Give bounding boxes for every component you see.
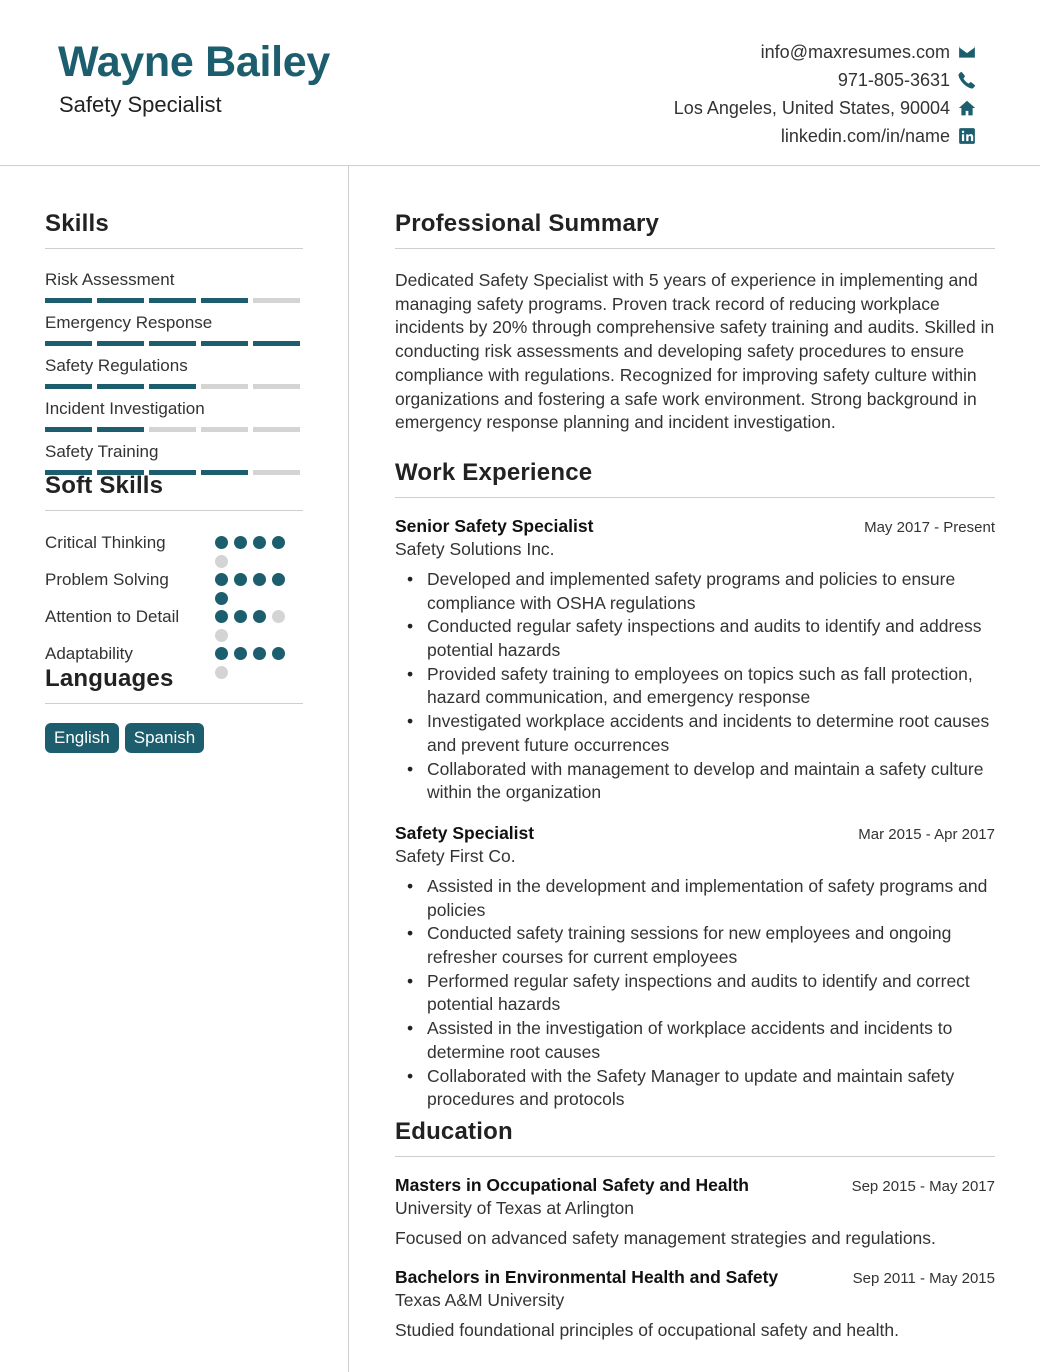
candidate-name: Wayne Bailey [58,38,331,86]
right-column [395,210,995,1341]
job-company: Safety Solutions Inc. [395,538,555,559]
home-icon [958,99,976,117]
job-header [395,823,995,844]
education-degree: Masters in Occupational Safety and Health [395,1174,749,1195]
job-dates: Mar 2015 - Apr 2017 [858,825,995,843]
education-header [395,1267,995,1288]
job-entry [395,823,995,1112]
contact-phone[interactable] [674,66,976,94]
contact-block [674,38,976,150]
job-bullets [395,568,995,805]
job-bullet: • Investigated workplace accidents and incidents to determine root causes and prevent future occurrences [427,710,995,757]
skill-name: Risk Assessment [45,270,175,289]
skill-level-segment [45,427,92,432]
linkedin-icon [958,127,976,145]
skill-level-segment [97,298,144,303]
soft-skill-item [45,605,303,642]
resume-header [0,0,1040,166]
rating-dot [215,573,228,586]
job-bullet: • Assisted in the development and implementation of safety programs and policies [427,875,995,922]
skills-heading: Skills [45,210,303,249]
experience-heading: Work Experience [395,459,995,498]
skill-level-segment [97,427,144,432]
skill-level-segment [253,341,300,346]
education-dates: Sep 2015 - May 2017 [851,1177,995,1195]
language-badge: English [45,723,119,753]
contact-address-text: Los Angeles, United States, 90004 [673,97,950,118]
education-dates: Sep 2011 - May 2015 [852,1269,995,1287]
job-bullets [395,875,995,1112]
contact-address [674,94,976,122]
soft-skill-rating [215,642,295,679]
job-title: Safety Specialist [395,822,535,843]
skill-item [45,355,303,398]
education-description: Focused on advanced safety management strategies and regulations. [395,1227,936,1248]
rating-dot [272,647,285,660]
rating-dot [272,610,285,623]
rating-dot [215,666,228,679]
skill-name: Safety Training [45,442,159,461]
skill-level-segment [149,341,196,346]
summary-text: Dedicated Safety Specialist with 5 years of experience in implementing and managing safety programs. Proven track record of reducing workplace incidents by 20% through comprehensive safety training and audits. Skilled in conducting risk assessments and developing safety procedures to ensure compliance with regulations. Recognized for improving safety culture within organizations and fostering a safe work environment. Strong background in emergency response planning and incident investigation. [395,270,995,433]
rating-dot [234,610,247,623]
languages-list [45,723,303,753]
contact-linkedin-text: linkedin.com/in/name [780,125,950,146]
job-bullet: • Performed regular safety inspections and audits to identify and correct potential hazards [427,970,995,1017]
education-heading: Education [395,1118,995,1157]
skill-level-segment [201,341,248,346]
job-header [395,516,995,537]
skill-item [45,312,303,355]
rating-dot [272,536,285,549]
skill-name: Emergency Response [45,313,213,332]
contact-email[interactable] [674,38,976,66]
skill-level-bar [45,341,303,346]
skill-level-segment [253,470,300,475]
job-bullet: • Collaborated with management to develop and maintain a safety culture within the organization [427,758,995,805]
job-bullet: • Conducted safety training sessions for new employees and ongoing refresher courses for current employees [427,922,995,969]
job-bullet: • Assisted in the investigation of workplace accidents and incidents to determine root causes [427,1017,995,1064]
soft-skill-name: Adaptability [45,644,133,663]
skills-list [45,269,303,484]
summary-heading: Professional Summary [395,210,995,249]
rating-dot [215,592,228,605]
skill-level-segment [97,384,144,389]
skill-level-segment [45,384,92,389]
contact-email-text: info@maxresumes.com [760,41,950,62]
rating-dot [253,647,266,660]
education-list [395,1175,995,1341]
skill-level-bar [45,384,303,389]
education-entry [395,1175,995,1249]
skill-name: Safety Regulations [45,356,188,375]
education-degree: Bachelors in Environmental Health and Safety [395,1266,779,1287]
rating-dot [215,647,228,660]
phone-icon [958,71,976,89]
skill-level-segment [149,298,196,303]
soft-skill-item [45,568,303,605]
skill-name: Incident Investigation [45,399,205,418]
contact-phone-text: 971-805-3631 [837,69,950,90]
soft-skill-item [45,531,303,568]
skill-level-segment [45,298,92,303]
education-header [395,1175,995,1196]
skill-level-segment [253,384,300,389]
rating-dot [272,573,285,586]
job-bullet: • Developed and implemented safety programs and policies to ensure compliance with OSHA regulations [427,568,995,615]
skill-level-segment [201,470,248,475]
job-bullet: • Provided safety training to employees on topics such as fall protection, hazard communication, and emergency response [427,663,995,710]
skill-level-segment [253,427,300,432]
soft-skill-name: Critical Thinking [45,533,166,552]
rating-dot [234,536,247,549]
skill-level-bar [45,298,303,303]
skill-level-segment [201,427,248,432]
candidate-role: Safety Specialist [59,92,222,117]
languages-heading: Languages [45,665,303,704]
rating-dot [215,555,228,568]
envelope-icon [958,43,976,61]
education-school: University of Texas at Arlington [395,1197,634,1218]
education-description: Studied foundational principles of occupational safety and health. [395,1319,899,1340]
education-school: Texas A&M University [395,1289,565,1310]
job-entry [395,516,995,805]
skill-level-segment [201,298,248,303]
rating-dot [234,647,247,660]
experience-list [395,516,995,1112]
soft-skill-name: Problem Solving [45,570,169,589]
soft-skill-rating [215,568,295,605]
rating-dot [215,629,228,642]
job-title: Senior Safety Specialist [395,515,594,536]
rating-dot [253,573,266,586]
skill-level-segment [45,341,92,346]
soft-skills-heading: Soft Skills [45,472,303,511]
soft-skills-list [45,531,303,679]
rating-dot [253,536,266,549]
skill-level-segment [149,427,196,432]
language-badge: Spanish [125,723,204,753]
skill-item [45,269,303,312]
job-bullet: • Conducted regular safety inspections and audits to identify and address potential hazards [427,615,995,662]
soft-skill-rating [215,531,295,568]
contact-linkedin[interactable] [674,122,976,150]
rating-dot [253,610,266,623]
rating-dot [215,536,228,549]
job-dates: May 2017 - Present [864,518,995,536]
rating-dot [234,573,247,586]
soft-skill-name: Attention to Detail [45,607,180,626]
rating-dot [215,610,228,623]
job-company: Safety First Co. [395,845,516,866]
column-divider [348,166,349,1372]
skill-level-segment [97,341,144,346]
skill-level-bar [45,427,303,432]
skill-level-segment [149,384,196,389]
skill-level-segment [201,384,248,389]
skill-item [45,398,303,441]
skill-level-segment [253,298,300,303]
job-bullet: • Collaborated with the Safety Manager to update and maintain safety procedures and protocols [427,1065,995,1112]
education-entry [395,1267,995,1341]
left-column [45,210,303,753]
soft-skill-rating [215,605,295,642]
